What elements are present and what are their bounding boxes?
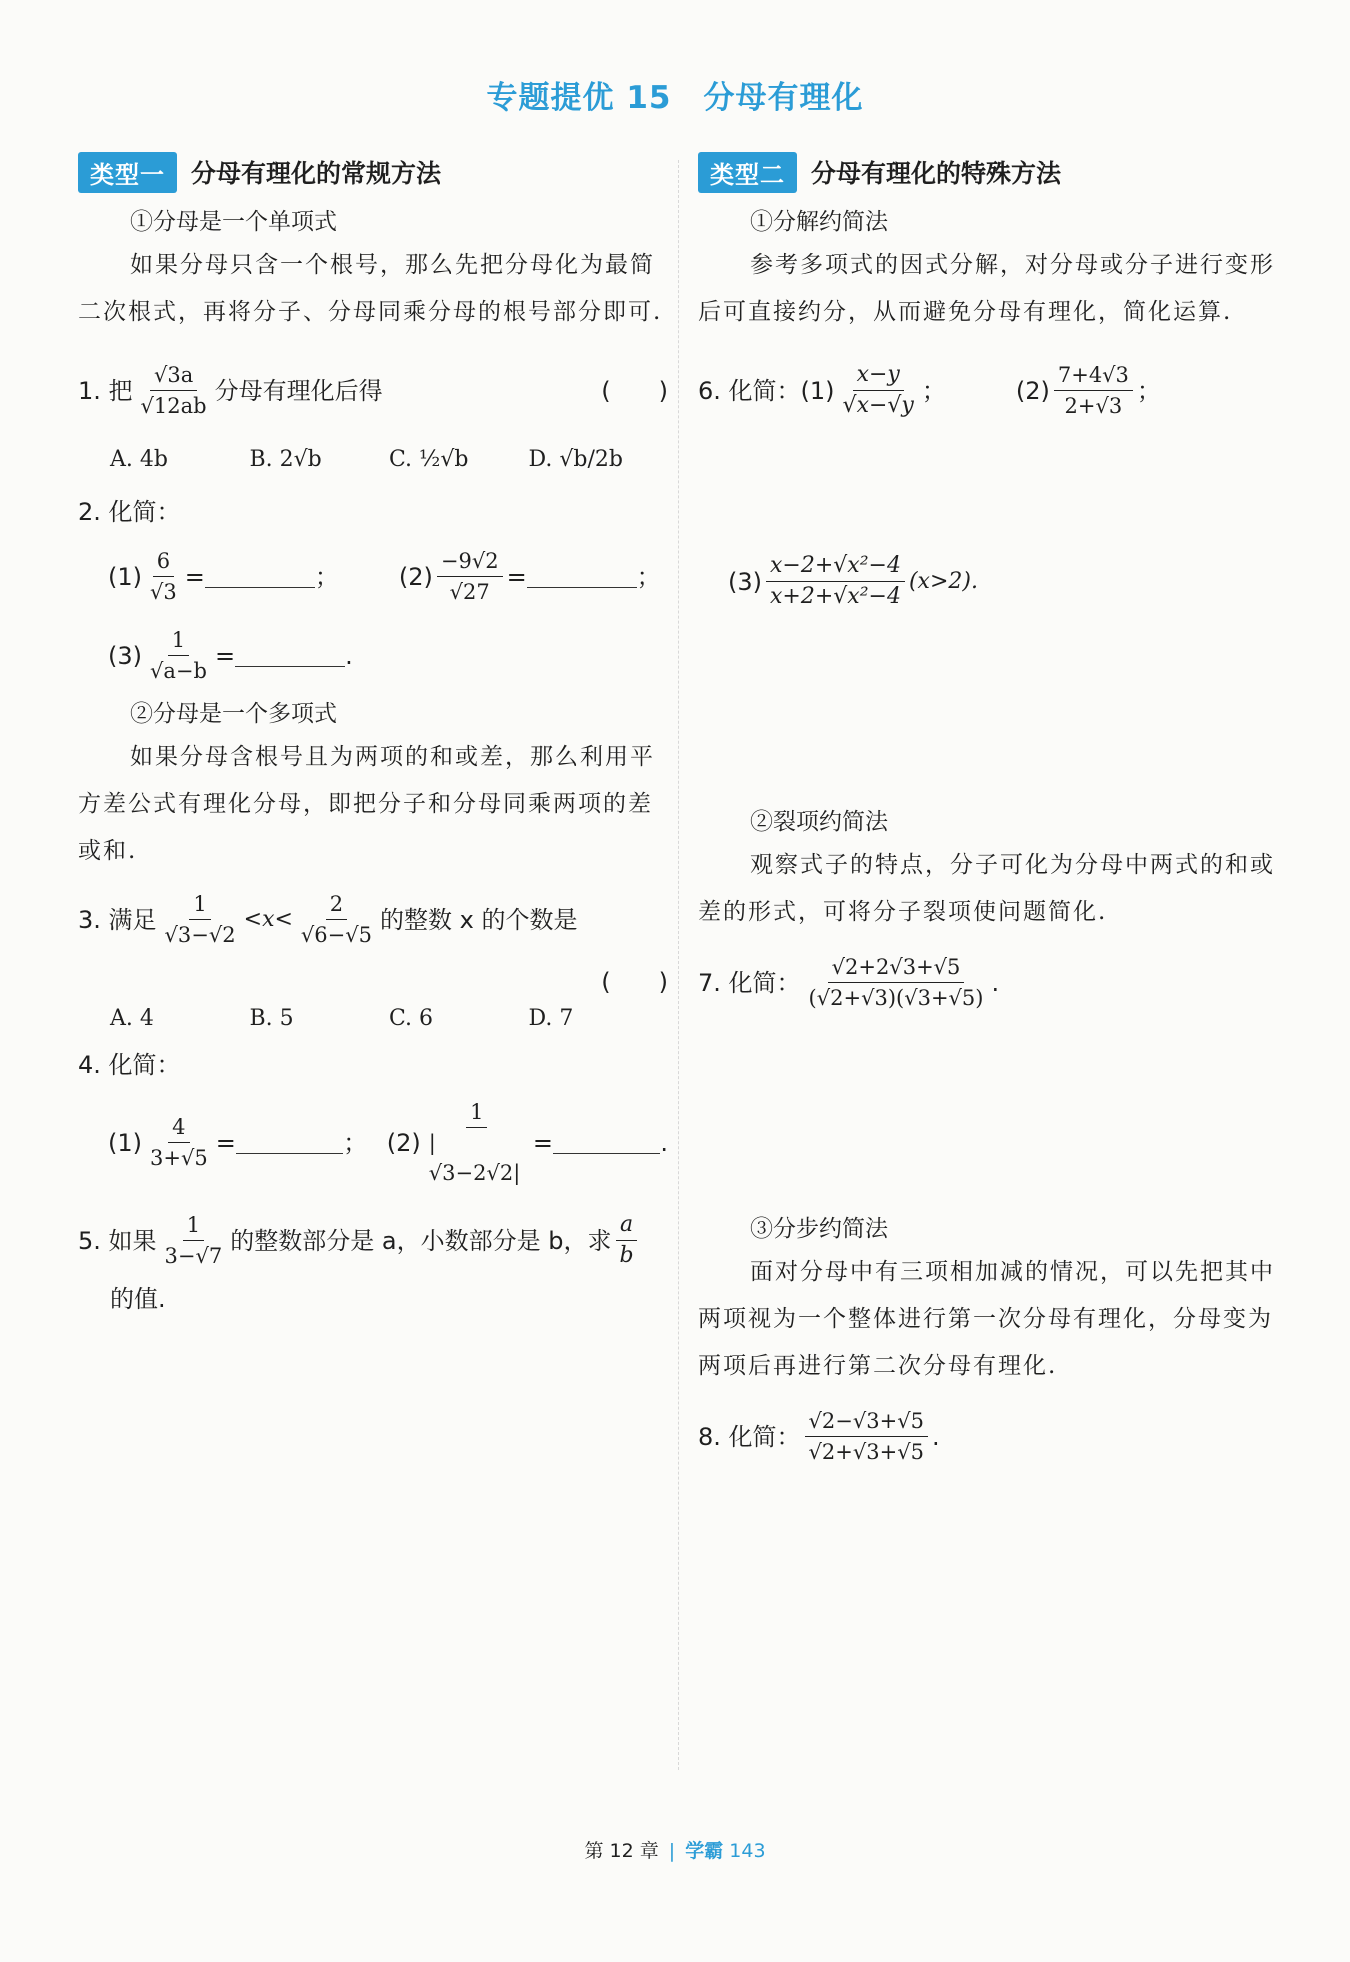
paragraph: 观察式子的特点，分子可化为分母中两式的和或差的形式，可将分子裂项使问题简化. <box>698 852 1275 925</box>
paragraph: 如果分母含根号且为两项的和或差，那么利用平方差公式有理化分母，即把分子和分母同乘两项的差或和. <box>78 744 655 864</box>
left-column <box>78 150 668 1319</box>
question-5: 5. 如果 $\frac{1}{3-√7}$ 的整数部分是 a，小数部分是 b，求 $\frac{a}{b}$ 的值. <box>78 1210 668 1319</box>
answer-blank[interactable] <box>553 1131 660 1154</box>
q2-parts-1-2: (1) $\frac{6}{√3}$ = ； (2) $\frac{-9√2}{√27}$ = ； <box>108 546 668 607</box>
column-divider <box>678 160 679 1770</box>
choice-d[interactable]: D. 7 <box>528 1006 574 1031</box>
section-1-head <box>78 150 668 194</box>
choice-a[interactable]: A. 4b <box>110 447 168 472</box>
q3-choices <box>110 1006 668 1031</box>
answer-paren[interactable]: ( ) <box>601 968 668 996</box>
question-8: 8. 化简： $\frac{√2-√3+√5}{√2+√3+√5}$ . <box>698 1406 1288 1467</box>
choice-b[interactable]: B. 2√b <box>249 447 322 472</box>
choice-c[interactable]: C. 6 <box>389 1006 434 1031</box>
type-tag: 类型一 <box>78 152 177 193</box>
paragraph: 如果分母只含一个根号，那么先把分母化为最简二次根式，再将分子、分母同乘分母的根号部分即可. <box>78 252 663 325</box>
question-2: 2. 化简： <box>78 498 181 526</box>
section-title: 分母有理化的特殊方法 <box>811 159 1062 188</box>
chapter-label: 第 12 章 <box>584 1840 659 1862</box>
question-1: 1. 把 $\frac{√3a}{√12ab}$ 分母有理化后得 ( ) <box>78 360 668 421</box>
q4-parts: (1) $\frac{4}{3+√5}$ = ； (2) $\frac{1}{|√3-2√2|}$ = . <box>108 1097 668 1188</box>
question-6-part-3: (3) $\frac{\text{x−2+√x²−4}}{\text{x+2+√x²−4}}$ (x>2). <box>728 553 978 609</box>
question-4: 4. 化简： <box>78 1051 181 1079</box>
answer-paren[interactable]: ( ) <box>601 376 668 405</box>
choice-a[interactable]: A. 4 <box>110 1006 154 1031</box>
answer-blank[interactable] <box>235 644 345 667</box>
q2-part-3: (3) $\frac{1}{√a-b}$ = . <box>108 625 668 686</box>
page-title: 专题提优 15 分母有理化 <box>486 80 864 116</box>
page-footer <box>0 1836 1350 1863</box>
subheading: ①分母是一个单项式 <box>130 209 337 235</box>
footer-separator: | <box>668 1840 676 1862</box>
subheading: ①分解约简法 <box>750 209 888 235</box>
question-6: 6. 化简： (1) $\frac{x-y}{√x-√y}$ ； (2) $\frac{7+4√3}{2+√3}$ ； <box>698 362 1161 418</box>
answer-blank[interactable] <box>205 565 315 588</box>
section-2-head <box>698 150 1288 194</box>
type-tag: 类型二 <box>698 152 797 193</box>
subheading: ③分步约简法 <box>750 1216 888 1242</box>
subheading: ②分母是一个多项式 <box>130 701 337 727</box>
subheading: ②裂项约简法 <box>750 809 888 835</box>
brand-label: 学霸 <box>685 1840 724 1862</box>
answer-blank[interactable] <box>236 1131 343 1154</box>
choice-c[interactable]: C. ½√b <box>389 447 469 472</box>
page-number: 143 <box>729 1840 766 1862</box>
question-3: 3. 满足 $\frac{1}{√3-√2}$ <x< $\frac{2}{√6-√5}$ 的整数 x 的个数是 ( ) <box>78 889 668 1002</box>
choice-d[interactable]: D. √b/2b <box>528 447 623 472</box>
fraction: $\frac{√3a}{√12ab}$ <box>137 360 211 421</box>
answer-blank[interactable] <box>527 565 637 588</box>
paragraph: 面对分母中有三项相加减的情况，可以先把其中两项视为一个整体进行第一次分母有理化，分母变为两项后再进行第二次分母有理化. <box>698 1259 1275 1379</box>
right-column <box>698 150 1288 1467</box>
q1-choices <box>110 447 668 472</box>
section-title: 分母有理化的常规方法 <box>191 159 442 188</box>
paragraph: 参考多项式的因式分解，对分母或分子进行变形后可直接约分，从而避免分母有理化，简化运算. <box>698 252 1275 325</box>
question-7: 7. 化简： $\frac{√2+2√3+√5}{(√2+√3)(√3+√5)}$ . <box>698 952 1288 1013</box>
choice-b[interactable]: B. 5 <box>249 1006 294 1031</box>
